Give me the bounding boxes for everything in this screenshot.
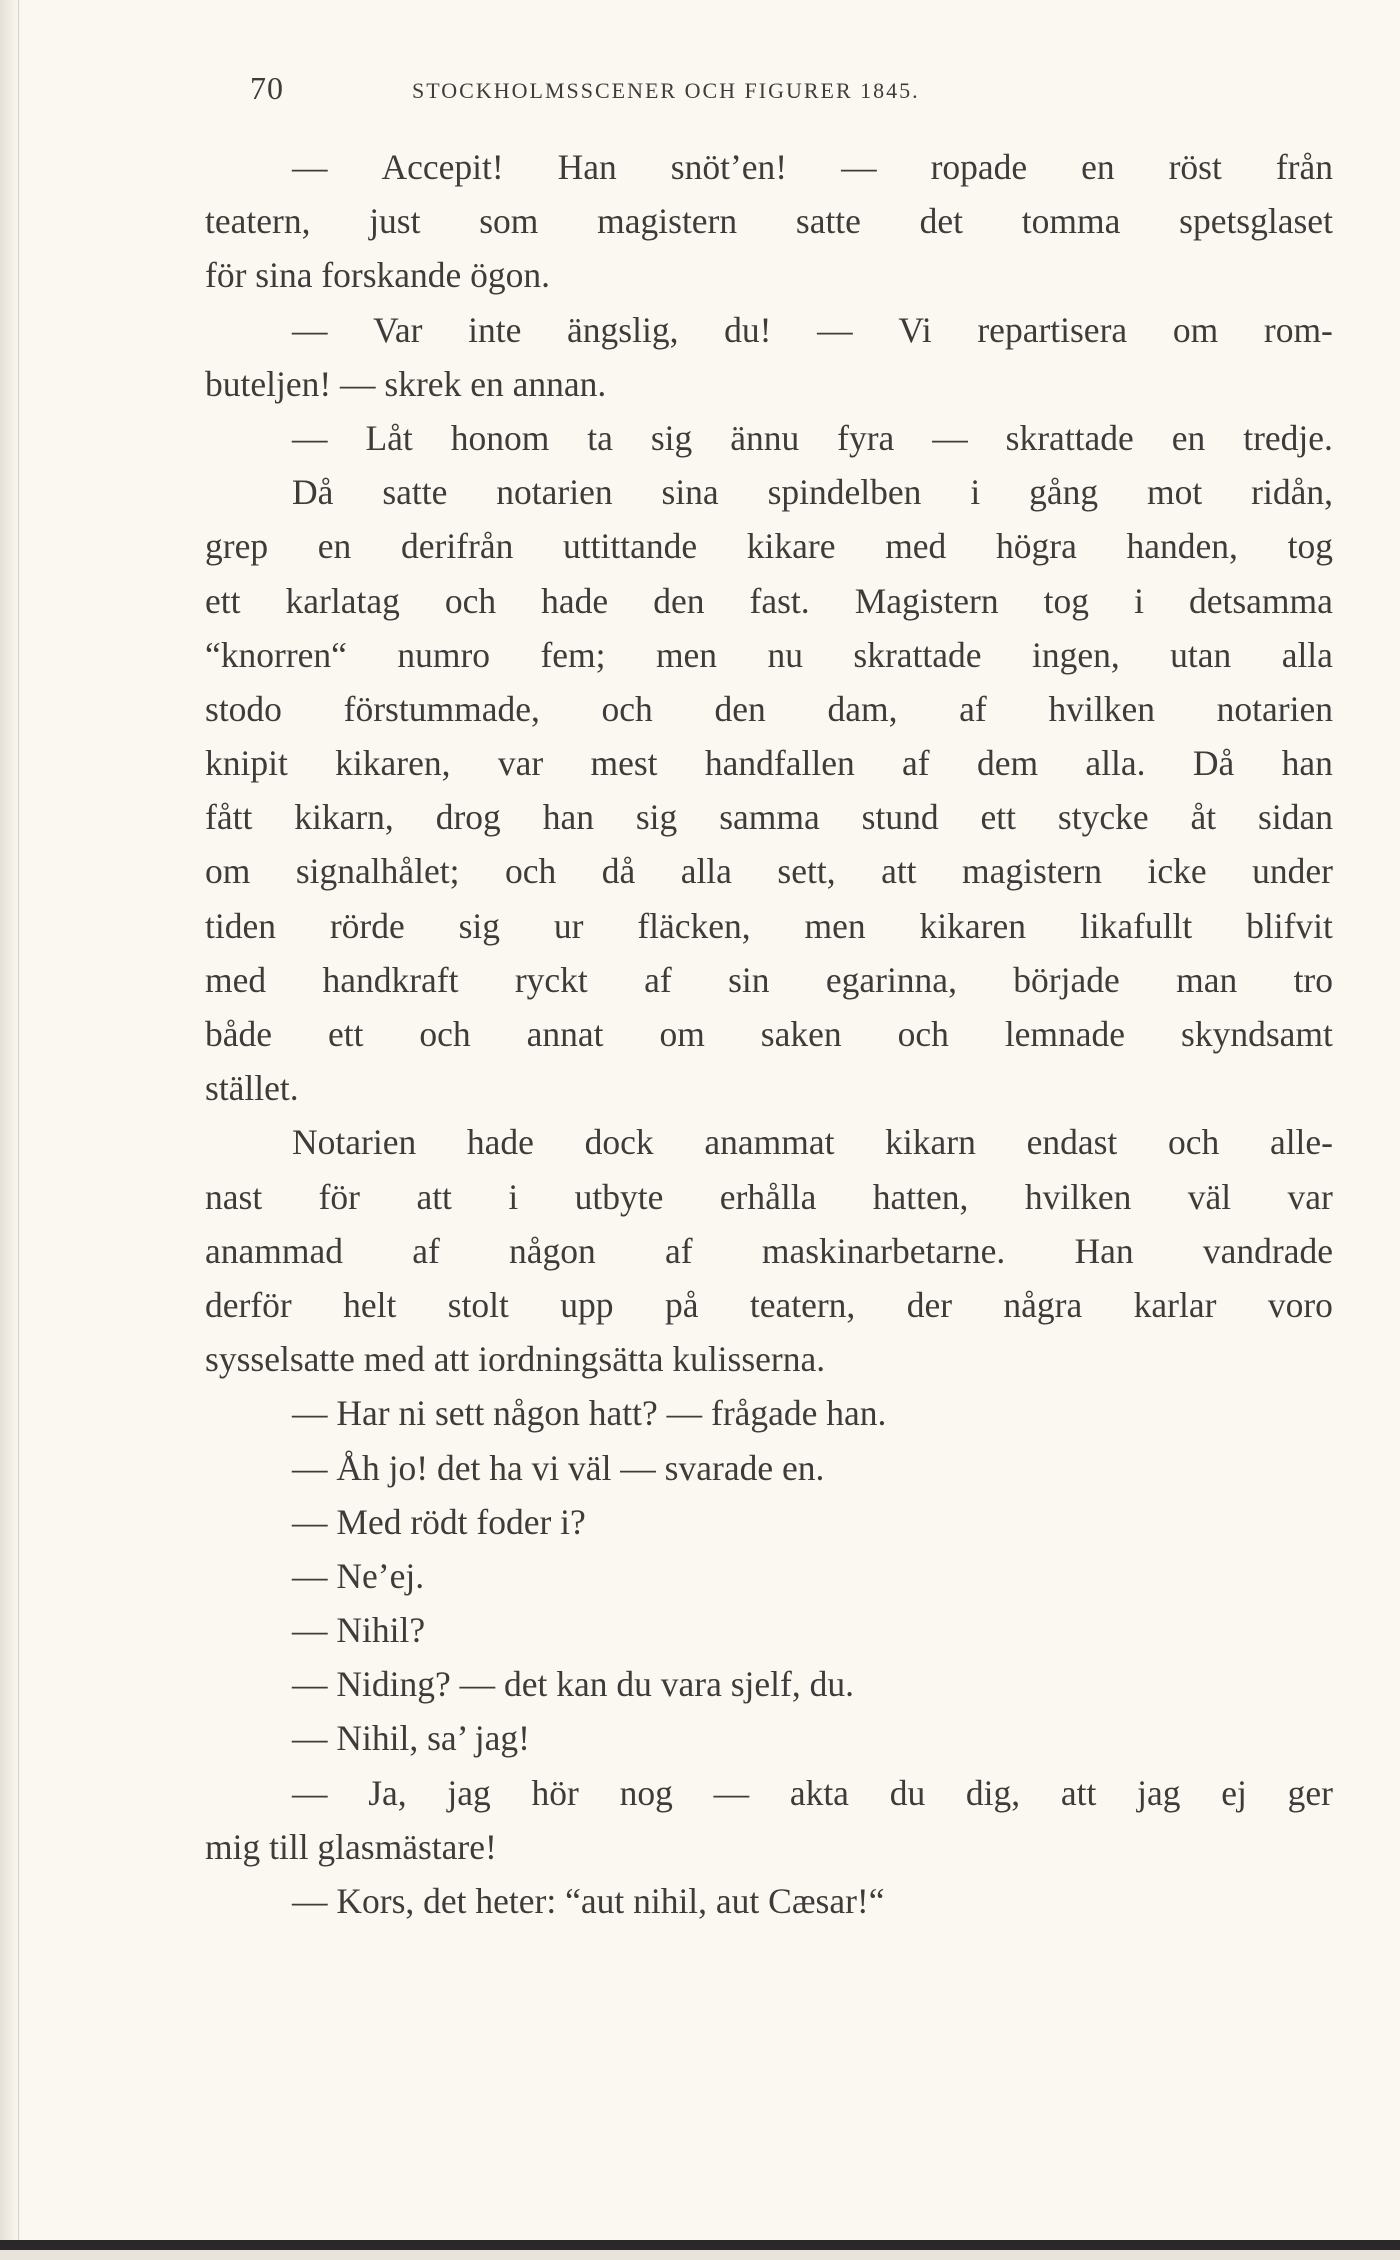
word: fyra xyxy=(837,417,895,458)
word: nog xyxy=(619,1772,673,1813)
text-line xyxy=(205,411,1333,465)
word: om xyxy=(659,1014,705,1054)
word: af xyxy=(665,1230,693,1271)
word: saken xyxy=(760,1014,842,1054)
word: Magistern xyxy=(854,580,999,621)
word: röst xyxy=(1168,147,1222,187)
page-gutter-line xyxy=(18,0,19,2260)
word: drog xyxy=(435,797,501,838)
word: stycke xyxy=(1057,797,1149,838)
text-line xyxy=(205,844,1333,898)
word: grep xyxy=(205,526,269,567)
word: Notarien xyxy=(292,1122,417,1163)
word: hvilken xyxy=(1024,1176,1132,1217)
word: tomma xyxy=(1021,201,1121,242)
word: kikarn, xyxy=(294,797,394,838)
word: hvilken xyxy=(1048,688,1155,729)
word: några xyxy=(1003,1284,1083,1325)
word: rom- xyxy=(1263,309,1333,350)
word: inte xyxy=(468,309,522,350)
text-line xyxy=(205,790,1333,844)
word: Han xyxy=(557,147,617,187)
body-text xyxy=(205,140,1333,1928)
word: anammad xyxy=(205,1230,343,1271)
word: egarinna, xyxy=(825,959,957,1000)
word: fläcken, xyxy=(637,905,751,946)
word: kikarn xyxy=(885,1122,976,1163)
word: ryckt xyxy=(514,959,588,1000)
word: en xyxy=(1081,147,1115,187)
word: och xyxy=(601,688,653,729)
word: ropade xyxy=(930,147,1028,187)
text-line: sysselsatte med att iordningsätta kulisserna. xyxy=(205,1339,826,1380)
text-line: — Ne’ej. xyxy=(292,1555,425,1596)
word: ännu xyxy=(730,417,800,458)
word: den xyxy=(653,580,705,621)
word: och xyxy=(1167,1122,1220,1163)
word: tro xyxy=(1293,959,1333,1000)
text-line xyxy=(205,574,1333,628)
text-line: mig till glasmästare! xyxy=(205,1826,497,1867)
word: väl xyxy=(1187,1176,1232,1217)
word: den xyxy=(714,688,766,729)
word: dam, xyxy=(827,688,898,729)
text-line xyxy=(205,519,1333,573)
word: handkraft xyxy=(322,959,459,1000)
word: akta xyxy=(789,1772,849,1813)
word: af xyxy=(644,959,672,1000)
word: då xyxy=(601,851,636,892)
word: nast xyxy=(205,1176,263,1217)
word: sig xyxy=(458,905,501,946)
text-line xyxy=(205,1115,1333,1169)
word: Accepit! xyxy=(381,147,504,187)
word: spetsglaset xyxy=(1179,201,1333,242)
word: — xyxy=(292,309,328,350)
word: karlar xyxy=(1133,1284,1217,1325)
word: teatern, xyxy=(749,1284,856,1325)
word: ej xyxy=(1221,1772,1247,1813)
text-line xyxy=(205,899,1333,953)
word: och xyxy=(419,1014,471,1054)
word: icke xyxy=(1147,851,1207,892)
word: utan xyxy=(1170,634,1232,675)
word: annat xyxy=(526,1014,604,1054)
word: helt xyxy=(343,1284,397,1325)
word: — xyxy=(292,1772,328,1813)
word: voro xyxy=(1267,1284,1333,1325)
word: ingen, xyxy=(1031,634,1120,675)
word: sig xyxy=(650,417,693,458)
text-line: — Med rödt foder i? xyxy=(292,1501,586,1542)
word: Ja, xyxy=(368,1772,407,1813)
word: snöt’en! xyxy=(670,147,788,187)
word: af xyxy=(902,743,930,784)
text-line: — Nihil, sa’ jag! xyxy=(292,1718,530,1759)
word: kikare xyxy=(746,526,836,567)
word: mest xyxy=(590,743,658,784)
word: skyndsamt xyxy=(1181,1014,1333,1054)
text-line xyxy=(205,194,1333,248)
word: för xyxy=(318,1176,361,1217)
page-bottom-edge xyxy=(0,2250,1400,2260)
word: om xyxy=(205,851,251,892)
word: Då xyxy=(1192,743,1235,784)
text-line xyxy=(205,682,1333,736)
word: detsamma xyxy=(1188,580,1333,621)
word: dig, xyxy=(965,1772,1021,1813)
word: signalhålet; xyxy=(295,851,460,892)
word: utbyte xyxy=(574,1176,664,1217)
word: magistern xyxy=(597,201,738,242)
word: hör xyxy=(531,1772,579,1813)
running-head: STOCKHOLMSSCENER OCH FIGURER 1845. xyxy=(412,78,920,103)
text-line: stället. xyxy=(205,1068,299,1109)
word: magistern xyxy=(962,851,1103,892)
word: — xyxy=(713,1772,750,1813)
word: — xyxy=(932,417,968,458)
word: sig xyxy=(635,797,678,838)
word: handfallen xyxy=(704,743,855,784)
word: af xyxy=(959,688,987,729)
word: just xyxy=(369,201,421,242)
word: ängslig, xyxy=(567,309,679,350)
word: att xyxy=(1060,1772,1097,1813)
text-line xyxy=(205,953,1333,1007)
word: nu xyxy=(767,634,803,675)
word: fått xyxy=(205,797,253,838)
text-line xyxy=(205,303,1333,357)
text-line xyxy=(205,140,1333,194)
text-line xyxy=(205,465,1333,519)
word: men xyxy=(655,634,718,675)
word: någon xyxy=(509,1230,596,1271)
word: — xyxy=(841,147,877,187)
word: fast. xyxy=(749,580,810,621)
word: mot xyxy=(1147,472,1203,513)
text-line: — Har ni sett någon hatt? — frågade han. xyxy=(292,1393,887,1434)
word: ta xyxy=(587,417,613,458)
word: han xyxy=(542,797,594,838)
word: teatern, xyxy=(205,201,311,242)
text-line xyxy=(205,628,1333,682)
word: skrattade xyxy=(853,634,982,675)
word: erhålla xyxy=(719,1176,817,1217)
word: ur xyxy=(553,905,584,946)
word: dock xyxy=(584,1122,654,1163)
word: som xyxy=(479,201,539,242)
word: förstummade, xyxy=(343,688,540,729)
text-line: — Åh jo! det ha vi väl — svarade en. xyxy=(292,1447,825,1488)
word: — xyxy=(292,417,328,458)
text-line xyxy=(205,1170,1333,1224)
word: ridån, xyxy=(1251,472,1333,513)
text-line xyxy=(205,1224,1333,1278)
word: ger xyxy=(1287,1772,1333,1813)
word: en xyxy=(1171,417,1206,458)
word: om xyxy=(1172,309,1219,350)
word: hatten, xyxy=(872,1176,969,1217)
word: en xyxy=(317,526,352,567)
word: samma xyxy=(719,797,820,838)
word: med xyxy=(205,959,267,1000)
word: skrattade xyxy=(1005,417,1134,458)
word: i xyxy=(970,472,981,513)
page-number: 70 xyxy=(250,70,284,106)
text-line xyxy=(205,1766,1333,1820)
word: var xyxy=(497,743,544,784)
word: stolt xyxy=(447,1284,509,1325)
word: fem; xyxy=(540,634,606,675)
word: endast xyxy=(1026,1122,1118,1163)
word: Då xyxy=(292,472,334,513)
word: numro xyxy=(397,634,491,675)
word: uttittande xyxy=(563,526,698,567)
word: karlatag xyxy=(285,580,400,621)
text-line: buteljen! — skrek en annan. xyxy=(205,363,607,404)
word: lemnade xyxy=(1004,1014,1126,1054)
word: tog xyxy=(1043,580,1090,621)
word: jag xyxy=(447,1772,491,1813)
word: på xyxy=(664,1284,699,1325)
word: i xyxy=(1134,580,1144,621)
word: Han xyxy=(1074,1230,1134,1271)
text-line: — Nihil? xyxy=(292,1610,426,1651)
word: notarien xyxy=(496,472,613,513)
word: kikaren, xyxy=(335,743,451,784)
word: maskinarbetarne. xyxy=(761,1230,1006,1271)
word: gång xyxy=(1029,472,1099,513)
word: alle- xyxy=(1269,1122,1333,1163)
word: tog xyxy=(1287,526,1333,567)
word: honom xyxy=(450,417,550,458)
word: ett xyxy=(327,1014,364,1054)
word: Låt xyxy=(365,417,413,458)
word: Vi xyxy=(898,309,932,350)
word: vandrade xyxy=(1202,1230,1333,1271)
word: satte xyxy=(795,201,861,242)
word: alla xyxy=(1281,634,1333,675)
word: med xyxy=(885,526,947,567)
word: sidan xyxy=(1258,797,1333,838)
word: rörde xyxy=(329,905,405,946)
word: tredje. xyxy=(1243,417,1333,458)
word: der xyxy=(906,1284,953,1325)
word: repartisera xyxy=(977,309,1128,350)
word: handen, xyxy=(1126,526,1238,567)
word: knipit xyxy=(205,743,288,784)
word: sett, xyxy=(777,851,836,892)
word: alla. xyxy=(1085,743,1146,784)
word: både xyxy=(205,1014,273,1054)
word: — xyxy=(817,309,853,350)
word: du xyxy=(889,1772,926,1813)
word: blifvit xyxy=(1246,905,1333,946)
text-line: — Niding? — det kan du vara sjelf, du. xyxy=(292,1664,854,1705)
word: du! xyxy=(724,309,772,350)
word: ett xyxy=(205,580,241,621)
page-header xyxy=(250,70,1155,110)
word: var xyxy=(1287,1176,1333,1217)
text-line xyxy=(205,1007,1333,1061)
word: stund xyxy=(861,797,939,838)
word: sina xyxy=(661,472,719,513)
word: kikaren xyxy=(919,905,1026,946)
word: och xyxy=(444,580,497,621)
word: åt xyxy=(1190,797,1217,838)
word: att xyxy=(881,851,917,892)
word: ett xyxy=(980,797,1016,838)
word: sin xyxy=(728,959,770,1000)
word: derifrån xyxy=(400,526,514,567)
word: jag xyxy=(1137,1772,1181,1813)
text-line xyxy=(205,736,1333,790)
word: började xyxy=(1013,959,1120,1000)
word: men xyxy=(804,905,866,946)
word: man xyxy=(1176,959,1238,1000)
word: i xyxy=(508,1176,519,1217)
word: — xyxy=(292,147,328,187)
word: spindelben xyxy=(767,472,922,513)
word: anammat xyxy=(704,1122,835,1163)
word: hade xyxy=(541,580,609,621)
word: satte xyxy=(382,472,448,513)
word: alla xyxy=(680,851,732,892)
word: derför xyxy=(205,1284,292,1325)
word: att xyxy=(416,1176,452,1217)
bottom-rule xyxy=(0,2240,1400,2250)
word: “knorren“ xyxy=(205,634,347,675)
word: högra xyxy=(996,526,1077,567)
word: upp xyxy=(560,1284,614,1325)
word: Var xyxy=(373,309,423,350)
word: hade xyxy=(466,1122,534,1163)
text-line xyxy=(205,1278,1333,1332)
text-line: — Kors, det heter: “aut nihil, aut Cæsar!“ xyxy=(292,1881,885,1921)
word: från xyxy=(1275,147,1333,187)
word: och xyxy=(504,851,557,892)
word: han xyxy=(1281,743,1333,784)
word: och xyxy=(897,1014,949,1054)
word: det xyxy=(919,201,964,242)
word: dem xyxy=(976,743,1039,784)
word: under xyxy=(1252,851,1333,892)
text-line: för sina forskande ögon. xyxy=(205,255,551,296)
word: tiden xyxy=(205,905,276,946)
word: stodo xyxy=(205,688,282,729)
word: af xyxy=(412,1230,440,1271)
word: likafullt xyxy=(1079,905,1193,946)
word: notarien xyxy=(1216,688,1333,729)
